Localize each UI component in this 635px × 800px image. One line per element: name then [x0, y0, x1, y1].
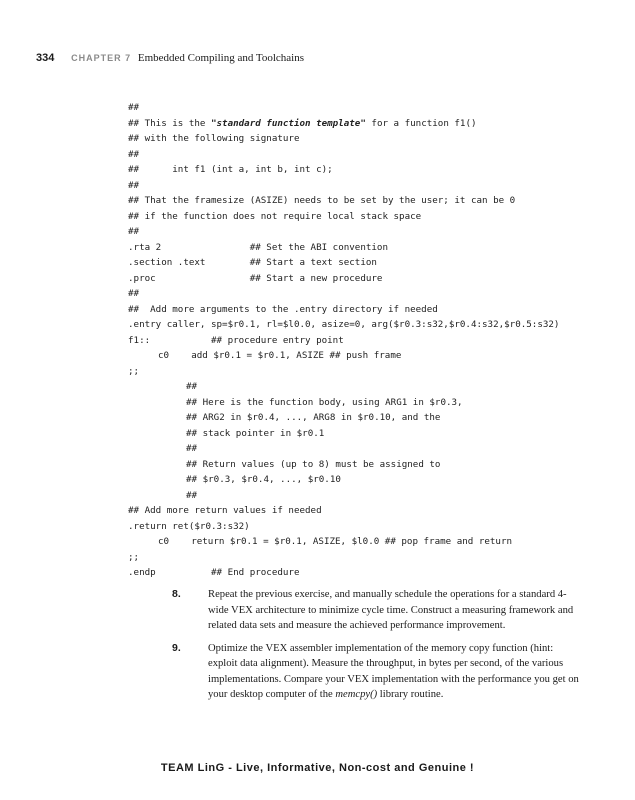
code-line — [128, 286, 618, 302]
code-line — [128, 565, 618, 581]
code-text: f1:: ## procedure entry point — [128, 334, 344, 346]
code-text: ;; — [128, 365, 140, 377]
code-text: .entry caller, sp=$r0.1, rl=$l0.0, asize=0, arg($r0.3:s32,$r0.4:s32,$r0.5:s32) — [128, 319, 560, 330]
code-text: .return ret($r0.3:s32) — [128, 520, 250, 532]
page-number: 334 — [36, 52, 55, 64]
code-text: ## — [186, 381, 198, 392]
code-emphasis: "standard function template" — [210, 117, 366, 129]
code-line — [128, 224, 618, 240]
code-text: c0 return $r0.1 = $r0.1, ASIZE, $l0.0 ## pop frame and return — [158, 536, 513, 547]
code-text: ;; — [128, 551, 140, 563]
code-line — [128, 162, 618, 178]
code-line — [128, 116, 618, 132]
code-line — [128, 147, 618, 163]
code-line — [128, 178, 618, 194]
code-text: ## stack pointer in $r0.1 — [186, 427, 325, 439]
code-line — [128, 317, 618, 333]
code-line — [128, 395, 618, 411]
code-text: ## — [128, 148, 140, 160]
code-text: ## if the function does not require local stack space — [128, 210, 422, 222]
code-text: ## — [128, 102, 140, 113]
code-line — [128, 333, 618, 349]
code-line — [128, 379, 618, 395]
code-text: ## — [186, 489, 198, 501]
code-line — [128, 488, 618, 504]
code-text: ## Here is the function body, using ARG1 in $r0.3, — [186, 396, 463, 408]
exercise-number: 9. — [172, 641, 181, 654]
code-line — [128, 209, 618, 225]
code-line — [128, 100, 618, 116]
code-text: ## — [128, 288, 140, 299]
exercise-item — [172, 587, 582, 634]
code-line — [128, 550, 618, 566]
code-line — [128, 240, 618, 256]
code-text: ## ARG2 in $r0.4, ..., ARG8 in $r0.10, and the — [186, 412, 441, 423]
code-line — [128, 503, 618, 519]
exercise-list — [172, 587, 582, 710]
code-text: ## with the following signature — [128, 133, 300, 144]
code-text: ## — [128, 226, 140, 237]
code-text: c0 add $r0.1 = $r0.1, ASIZE ## push frame — [158, 350, 402, 361]
exercise-number: 8. — [172, 588, 181, 600]
running-header — [36, 52, 304, 64]
code-text: .proc ## Start a new procedure — [128, 272, 383, 284]
code-line — [128, 426, 618, 442]
code-line — [128, 348, 618, 364]
code-line — [128, 410, 618, 426]
code-line — [128, 519, 618, 535]
code-line — [128, 193, 618, 209]
exercise-text-part: Optimize the VEX assembler implementation of the memory copy function (hint: exploit data alignment). Measure the throughput, in bytes per second, of the various implementations. Compare your VEX implementation with the performance you get on your desktop computer of the — [208, 642, 579, 700]
code-text: ## This is the — [128, 117, 211, 129]
code-text: .endp ## End procedure — [128, 567, 300, 578]
code-line — [128, 302, 618, 318]
code-text: ## — [186, 443, 198, 454]
code-text: ## That the framesize (ASIZE) needs to be set by the user; it can be 0 — [128, 195, 516, 206]
exercise-text-part: library routine. — [377, 689, 444, 700]
code-line — [128, 441, 618, 457]
chapter-title: Embedded Compiling and Toolchains — [137, 52, 305, 64]
exercise-text: Repeat the previous exercise, and manually schedule the operations for a standard 4-wide VEX architecture to minimize cycle time. Construct a measuring framework and related data sets and measure the achieved performance improvement. — [208, 589, 574, 631]
code-line — [128, 472, 618, 488]
code-line — [128, 131, 618, 147]
code-text: ## Add more return values if needed — [128, 505, 322, 516]
code-line — [128, 271, 618, 287]
code-line — [128, 255, 618, 271]
code-line — [128, 457, 618, 473]
exercise-text — [208, 641, 582, 703]
code-text: ## int f1 (int a, int b, int c); — [128, 164, 333, 175]
code-listing — [128, 100, 618, 581]
code-text: ## — [128, 179, 140, 191]
function-name: memcpy() — [335, 689, 378, 700]
footer-banner: TEAM LinG - Live, Informative, Non-cost and Genuine ! — [160, 762, 475, 774]
code-text: ## Return values (up to 8) must be assigned to — [186, 458, 441, 470]
code-line — [128, 534, 618, 550]
code-text: .section .text ## Start a text section — [128, 257, 377, 268]
code-line — [128, 364, 618, 380]
code-text: ## $r0.3, $r0.4, ..., $r0.10 — [186, 474, 341, 485]
code-text: for a function f1() — [365, 117, 477, 129]
chapter-label: CHAPTER 7 — [71, 53, 132, 63]
code-text: ## Add more arguments to the .entry directory if needed — [128, 303, 438, 315]
exercise-item — [172, 641, 582, 703]
code-text: .rta 2 ## Set the ABI convention — [128, 241, 388, 253]
